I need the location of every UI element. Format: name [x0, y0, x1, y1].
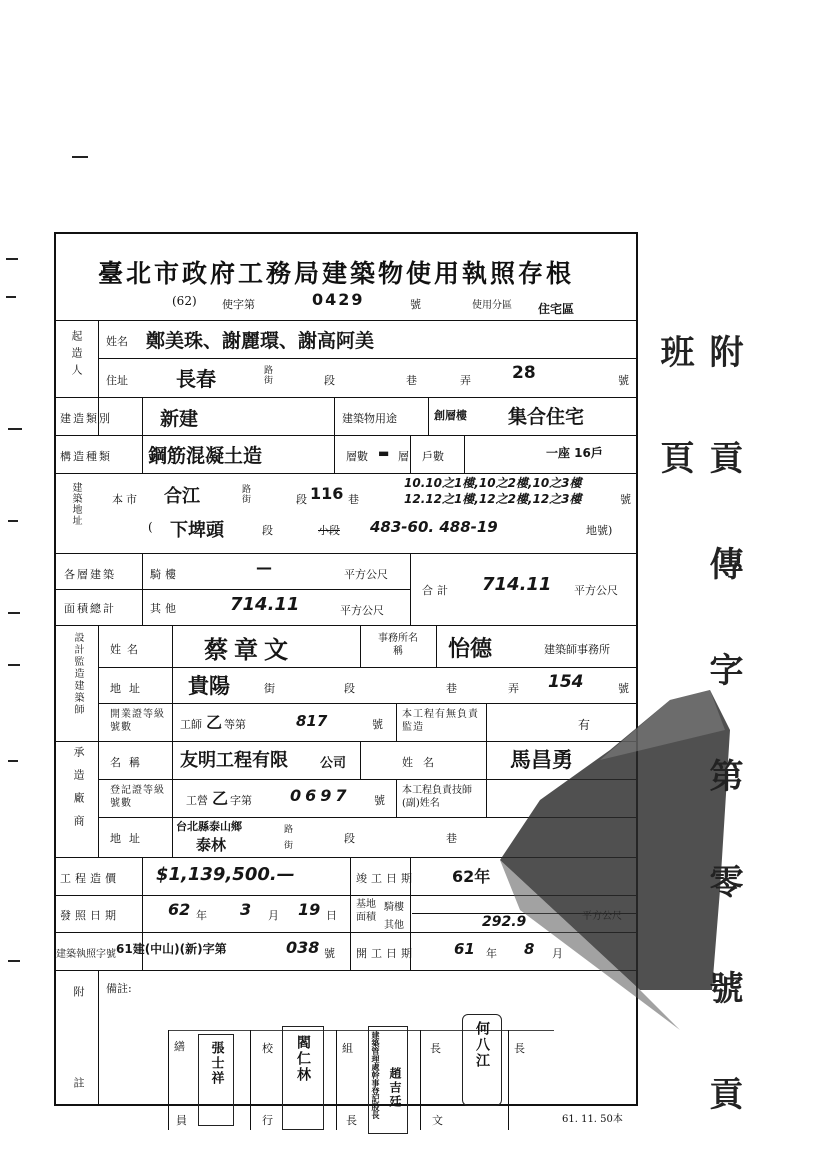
- license-year: (62): [172, 294, 197, 308]
- margin-mark: [6, 258, 18, 260]
- applicant-name-label: 姓名: [106, 335, 128, 348]
- applicant-name-value: 鄭美珠、謝麗環、謝高阿美: [146, 330, 375, 352]
- margin-mark: [8, 520, 18, 522]
- floors-unit: 層: [398, 450, 409, 463]
- site-district: 下埤頭: [170, 520, 224, 541]
- rule: [360, 741, 361, 779]
- rule: [464, 435, 465, 473]
- rule: [428, 397, 429, 435]
- site-numbers-line1: 10.10之1樓,10之2樓,10之3樓: [404, 476, 582, 490]
- license-number: 0429: [312, 290, 365, 309]
- architect-address-value: 貴陽: [188, 674, 230, 698]
- area-label-row2: 面積總計: [64, 602, 116, 615]
- architect-license-mid: 等第: [224, 718, 246, 731]
- area-unit-1: 平方公尺: [344, 568, 388, 581]
- remarks-label: 備註:: [106, 982, 132, 995]
- permit-suffix: 號: [324, 947, 335, 960]
- rule: [396, 779, 397, 817]
- site-city: 本市: [112, 493, 140, 506]
- license-prefix: 使字第: [222, 298, 255, 311]
- architect-segment-label: 段: [344, 682, 355, 695]
- area-unit-3: 平方公尺: [574, 584, 618, 597]
- applicant-alley-label: 弄: [460, 374, 471, 387]
- contractor-person-label: 姓名: [402, 756, 444, 769]
- site-district-segment: 段: [262, 524, 273, 537]
- rule: [98, 667, 638, 668]
- contractor-license-prefix: 工營: [186, 794, 208, 807]
- site-lot-suffix: 地號): [586, 524, 613, 537]
- approval-label-2: 校: [262, 1042, 273, 1055]
- architect-lane-label: 巷: [446, 682, 457, 695]
- start-month-label: 月: [552, 947, 563, 960]
- rule: [334, 397, 335, 473]
- structure-label: 構造種類: [60, 450, 112, 463]
- issue-day-label: 日: [326, 909, 337, 922]
- architect-office-suffix: 建築師事務所: [544, 643, 610, 656]
- applicant-segment-label: 段: [324, 374, 335, 387]
- area-total-label: 合計: [422, 584, 452, 597]
- issue-date-label: 發照日期: [60, 909, 120, 922]
- approval-label-1: 繕: [174, 1040, 185, 1053]
- margin-mark: [8, 664, 20, 666]
- site-numbers-label: 號: [620, 493, 631, 506]
- stamp-seal-4-text: 何八江: [474, 1021, 490, 1069]
- architect-name-value: 蔡章文: [204, 636, 294, 664]
- license-suffix: 號: [410, 298, 421, 311]
- notes-section-label: 附註: [72, 986, 85, 1168]
- architect-alley-label: 弄: [508, 682, 519, 695]
- site-lane-number: 116: [310, 484, 344, 503]
- architect-license-grade: 乙: [206, 713, 223, 732]
- contractor-address-road: 路街: [284, 825, 294, 851]
- architect-number-label: 號: [618, 682, 629, 695]
- rule: [436, 625, 437, 667]
- site-segment: 段: [296, 493, 307, 506]
- rule: [350, 857, 351, 970]
- floors-dash: ▬: [378, 446, 390, 460]
- completion-value: 62年: [452, 867, 491, 886]
- approval-bottom-4: 文: [432, 1114, 443, 1127]
- structure-value: 鋼筋混凝土造: [148, 445, 263, 467]
- stamp-seal-3-label: 建築管理處幹事登記股長: [371, 1031, 380, 1119]
- cost-value: $1,139,500.—: [156, 864, 295, 885]
- contractor-license-grade: 乙: [212, 789, 229, 808]
- applicant-address-number: 28: [512, 363, 536, 383]
- completion-label: 竣工日期: [356, 872, 416, 885]
- architect-license-number: 817: [296, 712, 328, 730]
- contractor-segment-label: 段: [344, 832, 355, 845]
- contractor-address-label: 地址: [110, 832, 148, 845]
- applicant-section-label: 起造人: [70, 330, 83, 381]
- contractor-address-value2: 泰林: [196, 836, 227, 854]
- rule: [54, 320, 638, 321]
- category-value: 新建: [160, 408, 199, 430]
- site-area-label: 基地面積: [356, 899, 376, 923]
- margin-mark: [72, 156, 88, 158]
- rule: [396, 703, 397, 741]
- area-unit-2: 平方公尺: [340, 604, 384, 617]
- applicant-address-label: 住址: [106, 374, 128, 387]
- stamp-seal-3-text: 趙吉廷: [388, 1067, 402, 1109]
- start-date-label: 開工日期: [356, 947, 416, 960]
- stamp-seal-1: [198, 1034, 234, 1126]
- zone-value: 住宅區: [538, 302, 575, 316]
- contractor-license-mid: 字第: [230, 794, 252, 807]
- area-total-value: 714.11: [482, 574, 552, 595]
- rule: [360, 625, 361, 667]
- floors-label: 層數: [346, 450, 368, 463]
- use-prefix: 創層樓: [434, 409, 467, 422]
- approval-bottom-2: 行: [262, 1114, 273, 1127]
- contractor-name-suffix: 公司: [320, 756, 347, 771]
- site-lane-label: 巷: [348, 493, 359, 506]
- site-district-open: (: [148, 520, 153, 534]
- rule: [508, 1030, 509, 1130]
- units-value: 一座 16戶: [546, 446, 603, 460]
- architect-office-label: 事務所名稱: [378, 633, 418, 657]
- site-lot-numbers: 483-60. 488-19: [370, 518, 498, 536]
- margin-mark: [8, 960, 20, 962]
- architect-license-suffix: 號: [372, 718, 383, 731]
- margin-text: 附 貢 傳 字 第 零 號 貢 班 頁: [654, 334, 743, 1126]
- architect-supervisor-label: 本工程有無負責監造: [402, 709, 479, 733]
- use-value: 集合住宅: [508, 406, 585, 428]
- area-arcade-label: 騎樓: [150, 568, 180, 581]
- site-numbers-line2: 12.12之1樓,12之2樓,12之3樓: [404, 492, 582, 506]
- architect-address-number: 154: [548, 672, 584, 692]
- rule: [410, 435, 411, 473]
- rule: [168, 1030, 169, 1130]
- architect-address-road: 街: [264, 682, 275, 695]
- margin-mark: [8, 760, 18, 762]
- start-month: 8: [524, 940, 535, 958]
- architect-supervisor-value: 有: [578, 718, 591, 732]
- architect-office-value: 怡德: [448, 637, 493, 662]
- issue-month-label: 月: [268, 909, 279, 922]
- rule: [98, 358, 638, 359]
- architect-license-label: 開業證等級號數: [110, 709, 165, 733]
- architect-license-prefix: 工師: [180, 718, 202, 731]
- stamp-seal-2: [282, 1026, 324, 1130]
- architect-section-label: 設計監造建築師: [72, 632, 83, 716]
- applicant-road-tag: 路街: [264, 366, 274, 386]
- rule: [98, 625, 99, 857]
- rule: [336, 1030, 337, 1130]
- contractor-address-value1: 台北縣泰山鄉: [176, 820, 242, 833]
- area-label-row1: 各層建築: [64, 568, 116, 581]
- approval-bottom-3: 長: [346, 1114, 357, 1127]
- permit-value: 61建(中山)(新)字第: [116, 942, 227, 956]
- contractor-lane-label: 巷: [446, 832, 457, 845]
- approval-label-4: 長: [430, 1042, 441, 1055]
- site-area-arcade-label: 騎樓: [384, 902, 404, 913]
- contractor-person-value: 馬昌勇: [510, 748, 573, 772]
- site-area-other-value: 292.9: [482, 914, 527, 930]
- margin-mark: [8, 612, 20, 614]
- zone-label: 使用分區: [472, 300, 512, 311]
- rule: [54, 625, 638, 626]
- contractor-license-suffix: 號: [374, 794, 385, 807]
- permit-number: 038: [286, 938, 320, 957]
- rule: [250, 1030, 251, 1130]
- margin-mark: [6, 296, 16, 298]
- start-year-label: 年: [486, 947, 497, 960]
- margin-mark: [8, 428, 22, 430]
- contractor-name-value: 友明工程有限: [180, 750, 288, 771]
- issue-month: 3: [240, 900, 252, 919]
- issue-year-label: 年: [196, 909, 207, 922]
- rule: [410, 553, 411, 625]
- contractor-name-label: 名稱: [110, 756, 148, 769]
- area-arcade-value: —: [256, 558, 272, 577]
- cost-label: 工程造價: [60, 872, 120, 885]
- category-label: 建造類別: [60, 412, 112, 425]
- approval-bottom-1: 員: [176, 1114, 187, 1127]
- form-title: 臺北市政府工務局建築物使用執照存根: [98, 259, 575, 288]
- stamp-seal-1-text: 張士祥: [208, 1041, 224, 1086]
- architect-name-label: 姓名: [110, 643, 144, 656]
- permit-label: 建築執照字號: [56, 949, 116, 960]
- site-road-tag: 路街: [242, 485, 252, 505]
- contractor-tech-label: 本工程負責技師(副)姓名: [402, 785, 472, 809]
- applicant-number-label: 號: [618, 374, 629, 387]
- site-area-other-label: 其他: [384, 920, 404, 931]
- applicant-address-city: 長春: [176, 367, 216, 391]
- contractor-license-label: 登記證等級號數: [110, 785, 165, 809]
- rule: [142, 553, 143, 625]
- rule: [98, 970, 99, 1106]
- applicant-lane-label: 巷: [406, 374, 417, 387]
- area-other-label: 其他: [150, 602, 180, 615]
- issue-day: 19: [298, 900, 321, 919]
- use-label: 建築物用途: [342, 412, 397, 425]
- rule: [54, 589, 410, 590]
- site-label: 建築地址: [70, 482, 81, 526]
- start-year: 61: [454, 940, 475, 958]
- rule: [172, 625, 173, 857]
- architect-address-label: 地址: [110, 682, 148, 695]
- site-lot-label: 小段: [318, 524, 340, 537]
- stamp-seal-2-text: 閻仁林: [295, 1035, 311, 1083]
- area-other-value: 714.11: [230, 594, 300, 615]
- approval-label-3: 組: [342, 1042, 353, 1055]
- rule: [420, 1030, 421, 1130]
- contractor-section-label: 承造廠商: [72, 746, 85, 838]
- site-road: 合江: [164, 486, 200, 507]
- contractor-license-number: 0697: [290, 786, 351, 805]
- units-label: 戶數: [422, 450, 444, 463]
- form-code: 61. 11. 50本: [562, 1114, 623, 1125]
- approval-label-5: 長: [514, 1042, 525, 1055]
- issue-year: 62: [168, 900, 191, 919]
- stamp-seal-3: [368, 1026, 408, 1134]
- rule: [142, 397, 143, 473]
